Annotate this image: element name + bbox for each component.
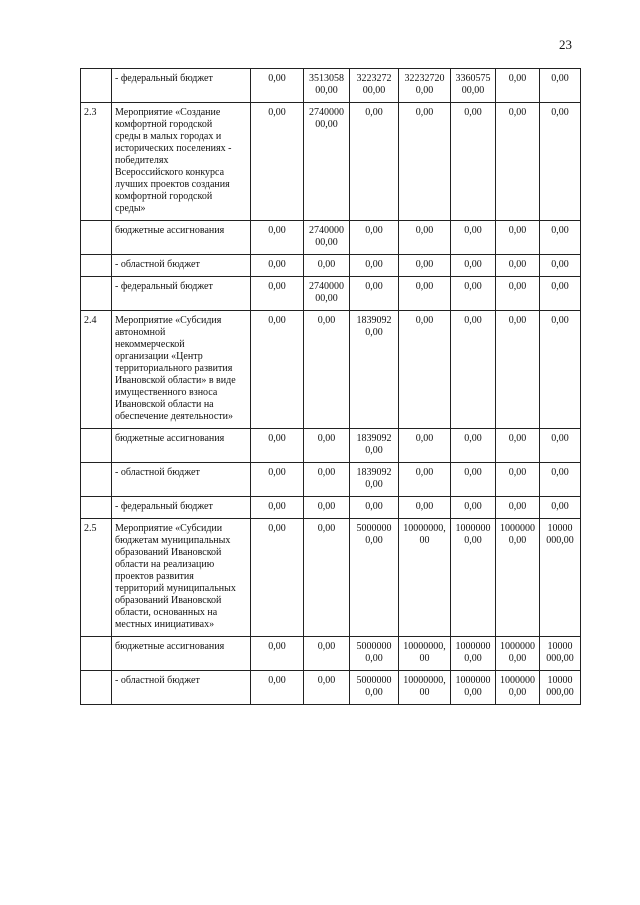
budget-table — [80, 68, 581, 705]
value-cell: 0,00 — [540, 463, 581, 497]
value-cell: 0,00 — [251, 69, 304, 103]
value-cell: 0,00 — [540, 429, 581, 463]
value-cell: 3513058 00,00 — [304, 69, 350, 103]
table-row — [81, 69, 581, 103]
table-row — [81, 103, 581, 221]
value-cell: 0,00 — [451, 429, 496, 463]
value-cell: 1839092 0,00 — [350, 311, 399, 429]
value-cell: 0,00 — [451, 103, 496, 221]
value-cell: 0,00 — [399, 255, 451, 277]
value-cell: 3223272 00,00 — [350, 69, 399, 103]
value-cell: 0,00 — [304, 637, 350, 671]
value-cell: 0,00 — [251, 429, 304, 463]
table-row — [81, 671, 581, 705]
row-name-cell: бюджетные ассигнования — [112, 429, 251, 463]
value-cell: 0,00 — [350, 277, 399, 311]
value-cell: 0,00 — [496, 277, 540, 311]
value-cell: 0,00 — [304, 311, 350, 429]
value-cell: 5000000 0,00 — [350, 637, 399, 671]
row-name-cell: Мероприятие «Субсидия автономной некоммерческой организации «Центр территориального развития Ивановской области» в виде имущественного взноса Ивановской области на обеспечение деятельности» — [112, 311, 251, 429]
value-cell: 1000000 0,00 — [451, 637, 496, 671]
row-number-cell: 2.5 — [81, 519, 112, 637]
value-cell: 10000000, 00 — [399, 519, 451, 637]
value-cell: 0,00 — [399, 311, 451, 429]
value-cell: 3360575 00,00 — [451, 69, 496, 103]
row-number-cell — [81, 255, 112, 277]
row-name-cell: Мероприятие «Создание комфортной городской среды в малых городах и исторических поселениях - победителях Всероссийского конкурса лучших проектов создания комфортной городской среды» — [112, 103, 251, 221]
value-cell: 10000000, 00 — [399, 671, 451, 705]
value-cell: 0,00 — [251, 519, 304, 637]
value-cell: 0,00 — [496, 103, 540, 221]
value-cell: 0,00 — [350, 255, 399, 277]
value-cell: 0,00 — [540, 221, 581, 255]
value-cell: 10000000, 00 — [399, 637, 451, 671]
value-cell: 0,00 — [451, 277, 496, 311]
value-cell: 0,00 — [304, 429, 350, 463]
value-cell: 0,00 — [540, 277, 581, 311]
value-cell: 1000000 0,00 — [496, 519, 540, 637]
table-row — [81, 277, 581, 311]
value-cell: 0,00 — [496, 429, 540, 463]
value-cell: 10000 000,00 — [540, 671, 581, 705]
value-cell: 0,00 — [451, 311, 496, 429]
value-cell: 0,00 — [304, 463, 350, 497]
table-row — [81, 221, 581, 255]
value-cell: 0,00 — [399, 277, 451, 311]
value-cell: 0,00 — [350, 221, 399, 255]
row-number-cell — [81, 221, 112, 255]
value-cell: 0,00 — [451, 463, 496, 497]
value-cell: 0,00 — [251, 311, 304, 429]
table-row — [81, 463, 581, 497]
page-number: 23 — [559, 37, 572, 52]
row-number-cell — [81, 277, 112, 311]
row-name-cell: - областной бюджет — [112, 671, 251, 705]
row-name-cell: - областной бюджет — [112, 255, 251, 277]
value-cell: 0,00 — [496, 463, 540, 497]
row-number-cell: 2.4 — [81, 311, 112, 429]
value-cell: 0,00 — [251, 255, 304, 277]
budget-table-body — [81, 69, 581, 705]
value-cell: 0,00 — [540, 311, 581, 429]
value-cell: 0,00 — [540, 497, 581, 519]
value-cell: 0,00 — [451, 255, 496, 277]
row-name-cell: бюджетные ассигнования — [112, 221, 251, 255]
value-cell: 1839092 0,00 — [350, 429, 399, 463]
row-number-cell — [81, 497, 112, 519]
table-row — [81, 497, 581, 519]
value-cell: 0,00 — [304, 255, 350, 277]
row-number-cell — [81, 671, 112, 705]
value-cell: 0,00 — [496, 311, 540, 429]
value-cell: 0,00 — [251, 637, 304, 671]
value-cell: 2740000 00,00 — [304, 103, 350, 221]
value-cell: 0,00 — [399, 463, 451, 497]
value-cell: 0,00 — [304, 519, 350, 637]
value-cell: 0,00 — [540, 103, 581, 221]
value-cell: 0,00 — [451, 497, 496, 519]
row-number-cell — [81, 429, 112, 463]
value-cell: 0,00 — [399, 429, 451, 463]
value-cell: 1000000 0,00 — [496, 671, 540, 705]
value-cell: 0,00 — [251, 277, 304, 311]
value-cell: 0,00 — [399, 221, 451, 255]
value-cell: 0,00 — [251, 103, 304, 221]
value-cell: 32232720 0,00 — [399, 69, 451, 103]
value-cell: 0,00 — [451, 221, 496, 255]
value-cell: 0,00 — [496, 255, 540, 277]
table-row — [81, 519, 581, 637]
row-name-cell: Мероприятие «Субсидии бюджетам муниципальных образований Ивановской области на реализацию проектов развития территорий муниципальных образований Ивановской области, основанных на местных инициативах» — [112, 519, 251, 637]
value-cell: 1000000 0,00 — [451, 519, 496, 637]
value-cell: 0,00 — [350, 497, 399, 519]
value-cell: 0,00 — [540, 69, 581, 103]
value-cell: 0,00 — [496, 69, 540, 103]
value-cell: 0,00 — [399, 103, 451, 221]
row-number-cell: 2.3 — [81, 103, 112, 221]
row-number-cell — [81, 637, 112, 671]
value-cell: 0,00 — [540, 255, 581, 277]
value-cell: 5000000 0,00 — [350, 671, 399, 705]
value-cell: 0,00 — [304, 497, 350, 519]
value-cell: 2740000 00,00 — [304, 221, 350, 255]
row-number-cell — [81, 463, 112, 497]
table-row — [81, 311, 581, 429]
value-cell: 0,00 — [496, 497, 540, 519]
table-row — [81, 255, 581, 277]
value-cell: 0,00 — [496, 221, 540, 255]
value-cell: 1839092 0,00 — [350, 463, 399, 497]
value-cell: 1000000 0,00 — [496, 637, 540, 671]
value-cell: 0,00 — [251, 221, 304, 255]
value-cell: 0,00 — [304, 671, 350, 705]
row-name-cell: - областной бюджет — [112, 463, 251, 497]
table-row — [81, 637, 581, 671]
value-cell: 5000000 0,00 — [350, 519, 399, 637]
value-cell: 0,00 — [399, 497, 451, 519]
value-cell: 0,00 — [251, 671, 304, 705]
row-name-cell: - федеральный бюджет — [112, 497, 251, 519]
value-cell: 1000000 0,00 — [451, 671, 496, 705]
value-cell: 0,00 — [251, 463, 304, 497]
value-cell: 0,00 — [350, 103, 399, 221]
row-number-cell — [81, 69, 112, 103]
value-cell: 0,00 — [251, 497, 304, 519]
value-cell: 2740000 00,00 — [304, 277, 350, 311]
value-cell: 10000 000,00 — [540, 519, 581, 637]
row-name-cell: бюджетные ассигнования — [112, 637, 251, 671]
value-cell: 10000 000,00 — [540, 637, 581, 671]
row-name-cell: - федеральный бюджет — [112, 69, 251, 103]
row-name-cell: - федеральный бюджет — [112, 277, 251, 311]
table-row — [81, 429, 581, 463]
